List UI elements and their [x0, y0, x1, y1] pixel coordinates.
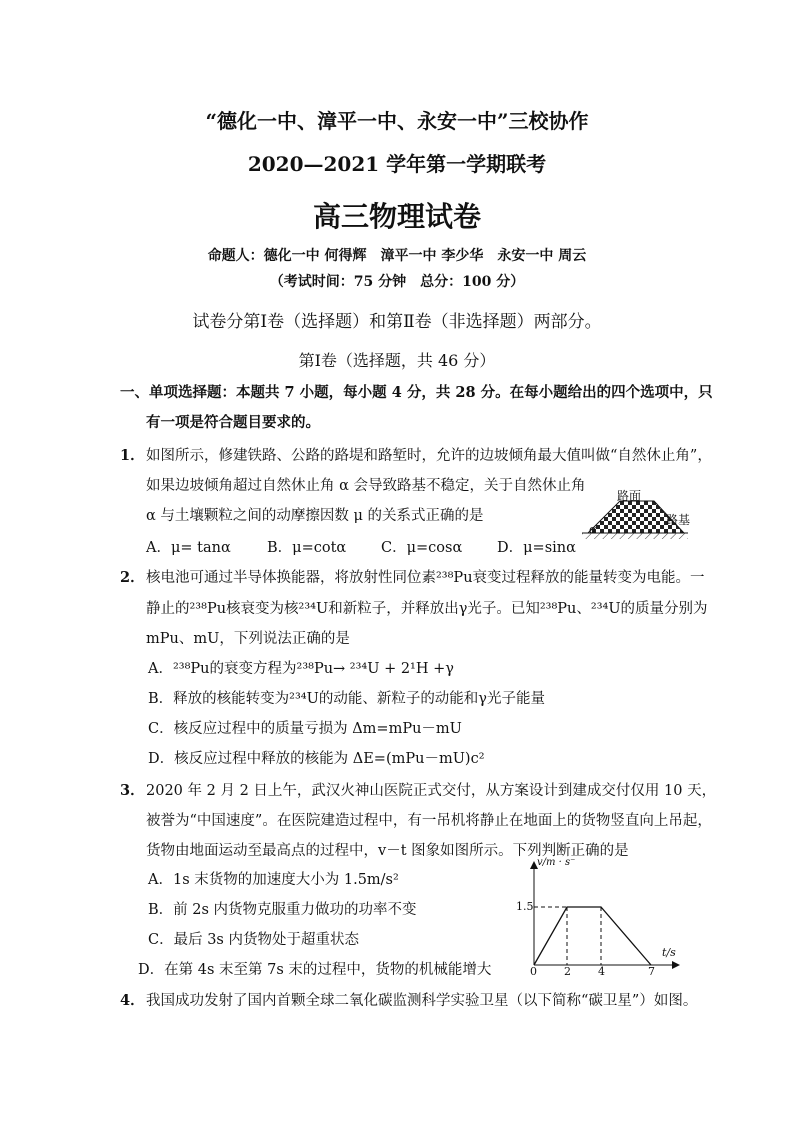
q3-option-b: B．前 2s 内货物克服重力做功的功率不变 — [148, 902, 417, 918]
part1-heading: 第Ⅰ卷（选择题，共 46 分） — [298, 351, 496, 370]
section1-line1: 一、单项选择题：本题共 7 小题，每小题 4 分，共 28 分。在每小题给出的四个选项中，只 — [120, 384, 713, 401]
q2-option-c: C．核反应过程中的质量亏损为 Δm=mPu－mU — [148, 721, 462, 737]
exam-term-title: 2020—2021 学年第一学期联考 — [247, 152, 547, 176]
authors-line: 命题人：德化一中 何得辉 漳平一中 李少华 永安一中 周云 — [207, 248, 587, 264]
vt-graph-x-label: t/s — [662, 946, 676, 959]
q1-option-c: C．μ=cosα — [381, 540, 463, 556]
q3-option-a: A．1s 末货物的加速度大小为 1.5m/s² — [148, 872, 399, 888]
vt-graph — [512, 855, 682, 980]
q1-stem-line3: α 与土壤颗粒之间的动摩擦因数 μ 的关系式正确的是 — [146, 508, 484, 524]
q3-stem-line2: 被誉为“中国速度”。在医院建造过程中，有一吊机将静止在地面上的货物竖直向上吊起， — [146, 813, 712, 829]
q2-number: 2． — [120, 569, 145, 586]
paper-intro: 试卷分第Ⅰ卷（选择题）和第Ⅱ卷（非选择题）两部分。 — [192, 312, 602, 332]
q2-option-d: D．核反应过程中释放的核能为 ΔE=(mPu－mU)c² — [148, 751, 485, 767]
q1-number: 1． — [120, 447, 145, 464]
figure-label-angle: α — [589, 523, 597, 536]
q2-stem-line3: mPu、mU，下列说法正确的是 — [146, 631, 350, 647]
q2-option-a: A．²³⁸Pu的衰变方程为²³⁸Pu→ ²³⁴U + 2¹H +γ — [148, 661, 454, 677]
vt-graph-x-tick-2: 2 — [564, 965, 571, 978]
exam-series-title: “德化一中、漳平一中、永安一中”三校协作 — [205, 109, 589, 133]
vt-graph-curve — [534, 907, 651, 965]
page-title: 高三物理试卷 — [312, 200, 481, 233]
q2-option-b: B．释放的核能转变为²³⁴U的动能、新粒子的动能和γ光子能量 — [148, 691, 545, 707]
q1-stem-line1: 如图所示，修建铁路、公路的路堤和路堑时，允许的边坡倾角最大值叫做“自然休止角”， — [146, 448, 712, 464]
q1-option-d: D．μ=sinα — [497, 540, 576, 556]
exam-info: （考试时间：75 分钟 总分：100 分） — [269, 274, 525, 290]
q2-stem-line2: 静止的²³⁸Pu核衰变为核²³⁴U和新粒子，并释放出γ光子。已知²³⁸Pu、²³⁴U的质量分别为 — [146, 601, 708, 617]
vt-graph-x-tick-0: 0 — [530, 965, 537, 978]
section1-line2: 有一项是符合题目要求的。 — [146, 414, 320, 431]
q3-stem-line1: 2020 年 2 月 2 日上午，武汉火神山医院正式交付，从方案设计到建成交付仅用 10 天， — [146, 783, 717, 799]
q1-stem-line2: 如果边坡倾角超过自然休止角 α 会导致路基不稳定，关于自然休止角 — [146, 478, 586, 494]
q1-option-b: B．μ=cotα — [267, 540, 347, 556]
figure-label-road: 路面 — [617, 489, 642, 503]
q3-stem-line3: 货物由地面运动至最高点的过程中，v－t 图象如图所示。下列判断正确的是 — [146, 843, 629, 859]
figure-label-base: 路基 — [666, 513, 691, 527]
q3-option-d: D．在第 4s 末至第 7s 末的过程中，货物的机械能增大 — [138, 962, 492, 978]
vt-graph-y-label: v/m · s⁻ — [537, 857, 576, 868]
q3-number: 3． — [120, 782, 145, 799]
vt-graph-x-tick-7: 7 — [648, 965, 655, 978]
q2-stem-line1: 核电池可通过半导体换能器，将放射性同位素²³⁸Pu衰变过程释放的能量转变为电能。一 — [146, 570, 705, 586]
q4-number: 4． — [120, 992, 145, 1009]
q3-option-c: C．最后 3s 内货物处于超重状态 — [148, 932, 359, 948]
vt-graph-x-tick-4: 4 — [598, 965, 605, 978]
q1-option-a: A．μ= tanα — [146, 540, 231, 556]
vt-graph-y-tick: 1.5 — [516, 900, 534, 913]
q4-stem-line1: 我国成功发射了国内首颗全球二氧化碳监测科学实验卫星（以下简称“碳卫星”）如图。 — [146, 993, 698, 1009]
